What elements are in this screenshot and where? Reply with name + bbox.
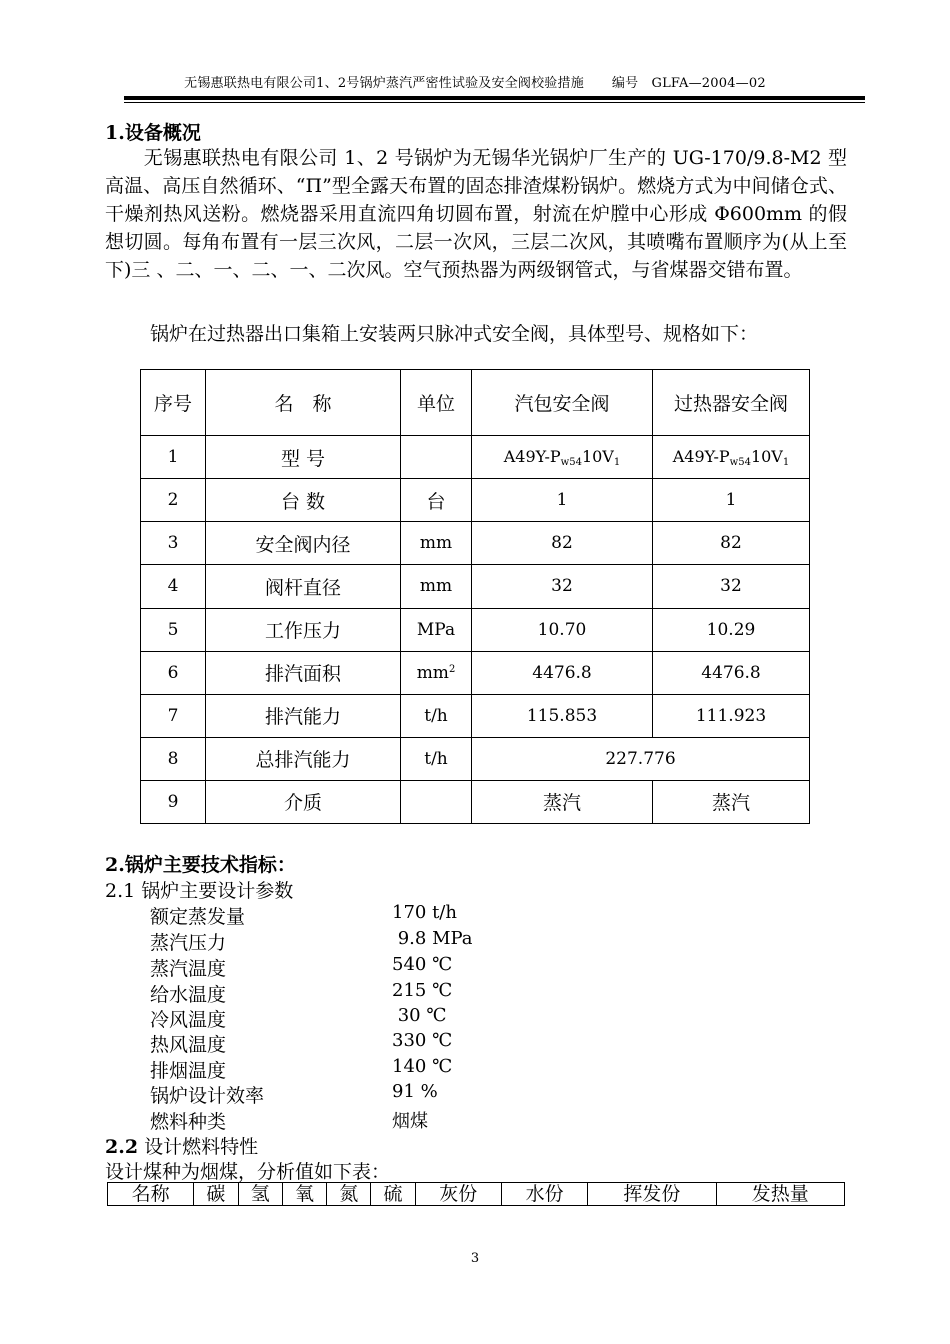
fuel-header-cell: 名称 xyxy=(108,1183,194,1206)
fuel-header-cell: 发热量 xyxy=(716,1183,844,1206)
param-value: 烟煤 xyxy=(392,1111,428,1132)
page-header xyxy=(0,72,950,91)
header-code: 编号 GLFA—2004—02 xyxy=(611,76,766,91)
param-value: 170 t/h xyxy=(392,902,457,923)
cell-drum: 32 xyxy=(472,565,653,608)
param-value: 540 ℃ xyxy=(392,954,453,975)
param-name: 排烟温度 xyxy=(150,1060,227,1082)
table-row xyxy=(141,522,810,565)
table-row xyxy=(141,694,810,737)
fuel-header-cell: 灰份 xyxy=(415,1183,501,1206)
fuel-header-cell: 氧 xyxy=(282,1183,326,1206)
cell-superheater: 32 xyxy=(653,565,810,608)
param-value: 9.8 MPa xyxy=(392,928,473,949)
table-row xyxy=(141,737,810,780)
param-value: 91 % xyxy=(392,1081,438,1102)
cell-name: 安全阀内径 xyxy=(206,522,401,565)
fuel-intro: 设计煤种为烟煤，分析值如下表： xyxy=(105,1161,391,1183)
cell-name: 排汽能力 xyxy=(206,694,401,737)
cell-superheater: 111.923 xyxy=(653,694,810,737)
section1-heading: 1.设备概况 xyxy=(105,122,201,144)
cell-name: 台 数 xyxy=(206,479,401,522)
table-row xyxy=(141,651,810,694)
header-title: 无锡惠联热电有限公司1、2号锅炉蒸汽严密性试验及安全阀校验措施 xyxy=(184,76,584,91)
param-name: 锅炉设计效率 xyxy=(150,1085,265,1107)
param-name: 蒸汽温度 xyxy=(150,958,227,980)
cell-no: 9 xyxy=(141,780,206,823)
cell-superheater: 4476.8 xyxy=(653,651,810,694)
cell-name: 阀杆直径 xyxy=(206,565,401,608)
cell-drum: 115.853 xyxy=(472,694,653,737)
param-value: 215 ℃ xyxy=(392,980,453,1001)
cell-unit: t/h xyxy=(401,694,472,737)
cell-drum: 1 xyxy=(472,479,653,522)
cell-no: 7 xyxy=(141,694,206,737)
fuel-header-cell: 氮 xyxy=(327,1183,371,1206)
cell-superheater: 蒸汽 xyxy=(653,780,810,823)
fuel-analysis-table xyxy=(107,1182,845,1206)
cell-name: 排汽面积 xyxy=(206,651,401,694)
header-cell-name: 名 称 xyxy=(206,370,401,436)
header-cell-no: 序号 xyxy=(141,370,206,436)
cell-no: 2 xyxy=(141,479,206,522)
table-row xyxy=(141,780,810,823)
cell-no: 8 xyxy=(141,737,206,780)
fuel-header-row xyxy=(108,1183,845,1206)
param-name: 燃料种类 xyxy=(150,1111,227,1133)
cell-superheater-model: $A49Y-P_{w54}10V_1$ xyxy=(653,436,810,479)
table-row xyxy=(141,436,810,479)
cell-no: 4 xyxy=(141,565,206,608)
cell-drum: 10.70 xyxy=(472,608,653,651)
section2-2-heading: 2.2 设计燃料特性 xyxy=(105,1136,259,1158)
cell-name: 介质 xyxy=(206,780,401,823)
param-name: 冷风温度 xyxy=(150,1009,227,1031)
param-value: 140 ℃ xyxy=(392,1056,453,1077)
cell-total-capacity: 227.776 xyxy=(472,737,810,780)
cell-superheater: 1 xyxy=(653,479,810,522)
param-value: 330 ℃ xyxy=(392,1030,453,1051)
cell-unit: 台 xyxy=(401,479,472,522)
param-name: 给水温度 xyxy=(150,984,227,1006)
header-cell-superheater-valve: 过热器安全阀 xyxy=(653,370,810,436)
cell-drum-model: $A49Y-P_{w54}10V_1$ xyxy=(472,436,653,479)
fuel-header-cell: 挥发份 xyxy=(588,1183,716,1206)
param-name: 蒸汽压力 xyxy=(150,932,227,954)
param-name: 热风温度 xyxy=(150,1034,227,1056)
cell-no: 6 xyxy=(141,651,206,694)
header-cell-drum-valve: 汽包安全阀 xyxy=(472,370,653,436)
cell-unit: mm xyxy=(401,565,472,608)
fuel-header-cell: 水份 xyxy=(501,1183,587,1206)
page-number: 3 xyxy=(470,1251,480,1266)
table-header-row xyxy=(141,370,810,436)
cell-unit xyxy=(401,780,472,823)
cell-unit xyxy=(401,436,472,479)
cell-name: 工作压力 xyxy=(206,608,401,651)
cell-name: 型 号 xyxy=(206,436,401,479)
safety-valve-table xyxy=(140,369,810,824)
cell-no: 1 xyxy=(141,436,206,479)
cell-drum: 4476.8 xyxy=(472,651,653,694)
cell-superheater: 10.29 xyxy=(653,608,810,651)
cell-unit: MPa xyxy=(401,608,472,651)
cell-unit: $mm^2$ xyxy=(401,651,472,694)
valve-intro: 锅炉在过热器出口集箱上安装两只脉冲式安全阀，具体型号、规格如下： xyxy=(150,323,759,345)
cell-unit: mm xyxy=(401,522,472,565)
section1-paragraph: 无锡惠联热电有限公司 1、2 号锅炉为无锡华光锅炉厂生产的 UG-170/9.8-M2 型高温、高压自然循环、“Π”型全露天布置的固态排渣煤粉锅炉。燃烧方式为中间储仓式、干燥剂热风送粉。燃烧器采用直流四角切圆布置，射流在炉膛中心形成 Φ600mm 的假想切圆。每角布置有一层三次风，二层一次风，三层二次风，其喷嘴布置顺序为(从上至下)三 、二、一、二、一、二次风。空气预热器为两级钢管式，与省煤器交错布置。 xyxy=(105,147,847,281)
cell-no: 3 xyxy=(141,522,206,565)
table-row xyxy=(141,608,810,651)
cell-name: 总排汽能力 xyxy=(206,737,401,780)
fuel-header-cell: 氢 xyxy=(238,1183,282,1206)
fuel-header-cell: 硫 xyxy=(371,1183,415,1206)
table-row xyxy=(141,565,810,608)
cell-drum: 蒸汽 xyxy=(472,780,653,823)
cell-no: 5 xyxy=(141,608,206,651)
table-row xyxy=(141,479,810,522)
param-value: 30 ℃ xyxy=(392,1005,447,1026)
cell-unit: t/h xyxy=(401,737,472,780)
param-name: 额定蒸发量 xyxy=(150,906,246,928)
header-rule-thin xyxy=(124,102,865,103)
header-rule-thick xyxy=(124,96,865,100)
fuel-header-cell: 碳 xyxy=(194,1183,238,1206)
section2-1-heading: 2.1 锅炉主要设计参数 xyxy=(105,880,294,902)
cell-drum: 82 xyxy=(472,522,653,565)
section2-heading: 2.锅炉主要技术指标： xyxy=(105,854,296,876)
cell-superheater: 82 xyxy=(653,522,810,565)
header-cell-unit: 单位 xyxy=(401,370,472,436)
